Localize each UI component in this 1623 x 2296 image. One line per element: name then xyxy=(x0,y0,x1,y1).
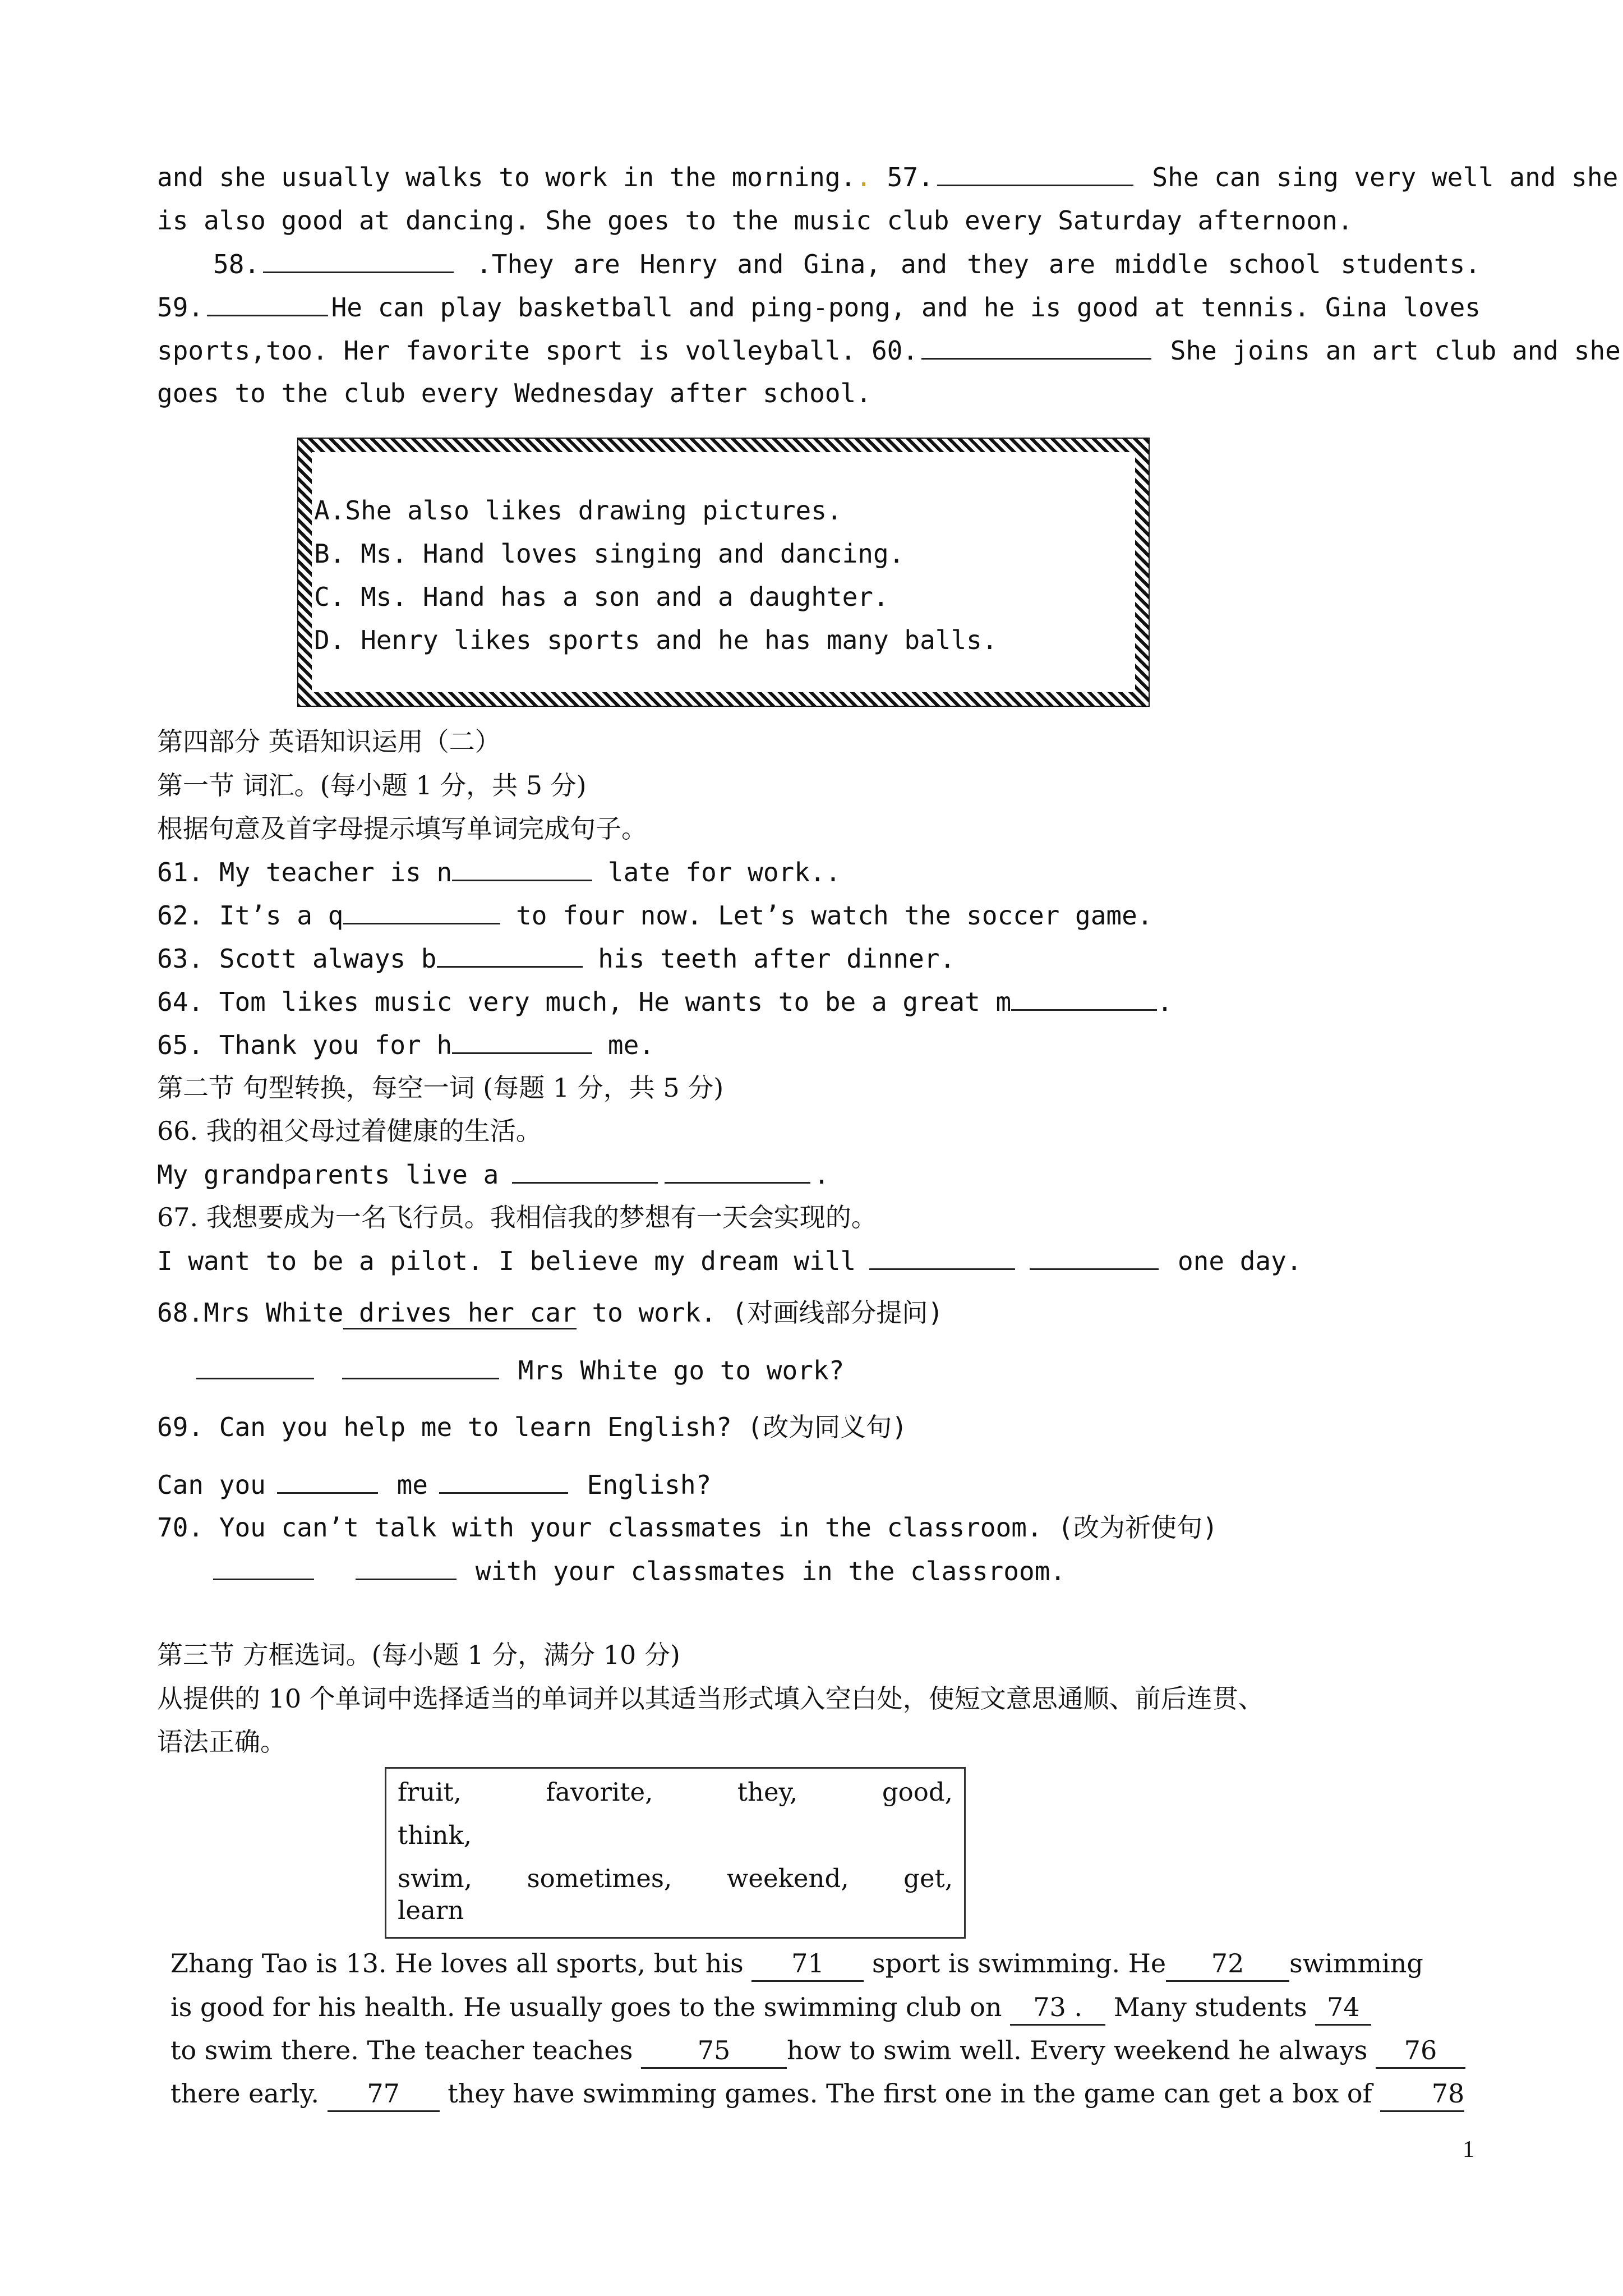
text: Can you xyxy=(157,1470,266,1500)
text: I want to be a pilot. I believe my dream will xyxy=(157,1246,856,1276)
word-bank-word: weekend, xyxy=(726,1864,849,1893)
blank-73[interactable]: 73 . xyxy=(1010,1990,1105,2026)
answer-blank-69a[interactable] xyxy=(277,1467,378,1494)
passage-line-3 xyxy=(213,247,1481,281)
word: Gina, xyxy=(803,249,881,279)
text: . xyxy=(814,1159,829,1190)
word-bank-word: think, xyxy=(398,1820,472,1850)
text: me xyxy=(381,1470,428,1500)
answer-blank-57[interactable] xyxy=(937,160,1133,186)
section3-instructions-1: 从提供的 10 个单词中选择适当的单词并以其适当形式填入空白处，使短文意思通顺、前后连贯、 xyxy=(157,1683,1264,1714)
answer-blank-68a[interactable] xyxy=(196,1353,314,1379)
word-bank-word: they, xyxy=(737,1777,798,1807)
blank-75[interactable]: 75 xyxy=(641,2033,787,2069)
answer-blank-67b[interactable] xyxy=(1030,1244,1159,1270)
word: they xyxy=(967,249,1029,279)
answer-blank-58[interactable] xyxy=(263,247,454,273)
answer-blank-65[interactable] xyxy=(452,1028,592,1054)
passage-line-4 xyxy=(157,290,1481,324)
part4-title: 第四部分 英语知识运用（二） xyxy=(157,726,501,757)
section1-instructions: 根据句意及首字母提示填写单词完成句子。 xyxy=(157,813,647,844)
cloze-line-1 xyxy=(170,1947,1481,1982)
text: there early. xyxy=(170,2078,328,2109)
word: school xyxy=(1228,249,1321,279)
text: to four now. Let’s watch the soccer game. xyxy=(500,900,1153,931)
text: My grandparents live a xyxy=(157,1159,499,1190)
option-b: B. Ms. Hand loves singing and dancing. xyxy=(314,539,905,569)
option-c: C. Ms. Hand has a son and a daughter. xyxy=(314,582,889,612)
question-70: 70. You can’t talk with your classmates in the classroom. (改为祈使句) xyxy=(157,1512,1218,1543)
section1-title: 第一节 词汇。(每小题 1 分，共 5 分) xyxy=(157,770,587,800)
question-number-59: 59. xyxy=(157,292,204,323)
word: and xyxy=(737,249,784,279)
answer-blank-62[interactable] xyxy=(343,898,500,924)
word-bank-word: good, xyxy=(882,1777,953,1807)
word-bank-row-4 xyxy=(398,1894,953,1927)
question-63 xyxy=(157,941,1481,976)
word-bank-row-1 xyxy=(398,1775,953,1809)
word: students. xyxy=(1340,249,1481,279)
section3-title: 第三节 方框选词。(每小题 1 分，满分 10 分) xyxy=(157,1640,680,1670)
question-68-answer xyxy=(196,1353,1520,1387)
text: to swim there. The teacher teaches xyxy=(170,2035,642,2065)
passage-line-6: goes to the club every Wednesday after school. xyxy=(157,378,872,408)
underlined-phrase: drives her car xyxy=(343,1297,576,1329)
text: 68.Mrs White xyxy=(157,1297,344,1328)
question-64 xyxy=(157,984,1481,1019)
text: . xyxy=(856,162,872,192)
text: 64. Tom likes music very much, He wants to be a great m xyxy=(157,987,1012,1017)
text: Mrs White go to work? xyxy=(502,1355,845,1386)
word: Henry xyxy=(639,249,718,279)
text: his teeth after dinner. xyxy=(582,944,956,974)
text: sport is swimming. He xyxy=(864,1948,1166,1978)
word-bank-row-2 xyxy=(398,1819,953,1852)
blank-76[interactable]: 76 xyxy=(1376,2033,1465,2069)
text: and she usually walks to work in the morning. xyxy=(157,162,856,192)
word: middle xyxy=(1115,249,1209,279)
option-a: A.She also likes drawing pictures. xyxy=(314,495,842,526)
cloze-line-2 xyxy=(170,1990,1481,2026)
word: .They xyxy=(476,249,554,279)
question-62 xyxy=(157,898,1481,932)
section2-title: 第二节 句型转换，每空一词 (每题 1 分，共 5 分) xyxy=(157,1073,724,1103)
blank-72[interactable]: 72 xyxy=(1166,1947,1289,1982)
text: He can play basketball and ping-pong, and he is good at tennis. Gina loves xyxy=(331,292,1481,323)
text: She joins an art club and she xyxy=(1155,335,1621,366)
text: 61. My teacher is n xyxy=(157,857,453,887)
option-d: D. Henry likes sports and he has many balls. xyxy=(314,625,998,655)
blank-78[interactable]: 78 xyxy=(1380,2077,1464,2112)
question-68 xyxy=(157,1296,1481,1329)
word-bank-word: swim, xyxy=(398,1864,472,1893)
text: Zhang Tao is 13. He loves all sports, but his xyxy=(170,1948,752,1978)
word: are xyxy=(1049,249,1096,279)
answer-blank-60[interactable] xyxy=(921,333,1151,360)
answer-blank-67a[interactable] xyxy=(869,1244,1015,1270)
answer-blank-63[interactable] xyxy=(437,941,583,968)
word: and xyxy=(901,249,948,279)
text: . xyxy=(1157,987,1173,1017)
answer-blank-66a[interactable] xyxy=(512,1157,658,1184)
blank-77[interactable]: 77 xyxy=(328,2077,440,2112)
word-bank-word: sometimes, xyxy=(527,1864,672,1893)
text: me. xyxy=(592,1030,654,1060)
word-bank-word: favorite, xyxy=(546,1777,653,1807)
answer-blank-61[interactable] xyxy=(452,855,592,881)
word-bank-box xyxy=(385,1767,966,1939)
blank-71[interactable]: 71 xyxy=(751,1947,864,1982)
answer-blank-68b[interactable] xyxy=(342,1353,499,1379)
text: 62. It’s a q xyxy=(157,900,344,931)
text: Many students xyxy=(1105,1992,1316,2022)
question-61 xyxy=(157,855,1481,889)
question-66-chinese: 66. 我的祖父母过着健康的生活。 xyxy=(157,1116,542,1146)
question-number-57: 57. xyxy=(871,162,934,192)
answer-blank-70b[interactable] xyxy=(356,1554,457,1580)
word-bank-row-3 xyxy=(398,1862,953,1895)
answer-blank-70a[interactable] xyxy=(213,1554,314,1580)
passage-line-3-words xyxy=(476,247,1481,281)
passage-line-2: is also good at dancing. She goes to the music club every Saturday afternoon. xyxy=(157,205,1353,236)
text: 63. Scott always b xyxy=(157,944,437,974)
section3-instructions-2: 语法正确。 xyxy=(157,1727,286,1757)
question-66-english xyxy=(157,1157,1481,1191)
text: sports,too. Her favorite sport is volleyball. xyxy=(157,335,856,366)
answer-blank-66b[interactable] xyxy=(665,1157,810,1184)
answer-blank-59[interactable] xyxy=(207,290,328,316)
blank-74[interactable]: 74 xyxy=(1315,1990,1371,2026)
passage-line-5 xyxy=(157,333,1621,367)
passage-line-1 xyxy=(157,160,1619,194)
text: to work. (对画线部分提问) xyxy=(576,1297,944,1328)
answer-blank-64[interactable] xyxy=(1011,984,1157,1011)
cloze-line-3 xyxy=(170,2033,1481,2069)
text: how to swim well. Every weekend he always xyxy=(787,2035,1376,2065)
text: one day. xyxy=(1162,1246,1302,1276)
page-number: 1 xyxy=(1463,2137,1474,2162)
question-number-60: 60. xyxy=(856,335,919,366)
text: 65. Thank you for h xyxy=(157,1030,453,1060)
question-67-english xyxy=(157,1244,1481,1278)
text: She can sing very well and she xyxy=(1136,162,1619,192)
question-65 xyxy=(157,1028,1481,1062)
options-box-border xyxy=(297,438,1150,707)
text: English? xyxy=(571,1470,712,1500)
word-bank-word: fruit, xyxy=(398,1777,462,1807)
cloze-line-4 xyxy=(170,2077,1481,2112)
text: late for work.. xyxy=(592,857,841,887)
question-number-58: 58. xyxy=(213,249,260,279)
word-bank-word: get, xyxy=(903,1864,953,1893)
word-bank-word: learn xyxy=(398,1895,464,1925)
text: is good for his health. He usually goes to the swimming club on xyxy=(170,1992,1011,2022)
text: with your classmates in the classroom. xyxy=(460,1556,1066,1586)
question-69: 69. Can you help me to learn English? (改为同义句) xyxy=(157,1412,907,1442)
question-70-answer xyxy=(213,1554,1537,1588)
text: swimming xyxy=(1289,1948,1423,1978)
text: they have swimming games. The first one in the game can get a box of xyxy=(439,2078,1381,2109)
question-67-chinese: 67. 我想要成为一名飞行员。我相信我的梦想有一天会实现的。 xyxy=(157,1202,877,1232)
question-69-answer xyxy=(157,1467,1481,1502)
answer-blank-69b[interactable] xyxy=(439,1467,568,1494)
word: are xyxy=(573,249,620,279)
